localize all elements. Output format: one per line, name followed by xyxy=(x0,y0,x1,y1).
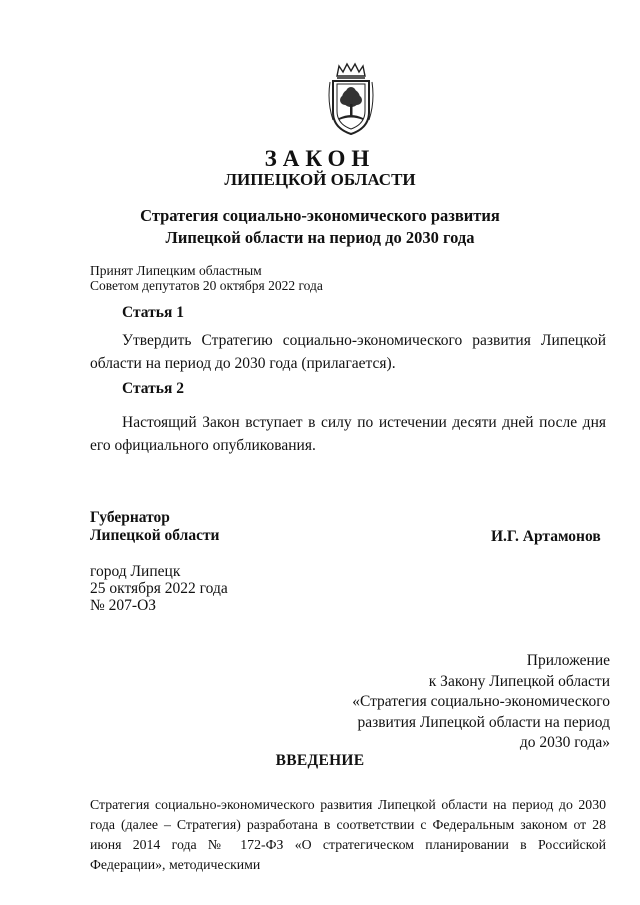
appendix-line5: до 2030 года» xyxy=(519,734,610,751)
appendix-line2: к Закону Липецкой области xyxy=(428,672,610,690)
article1-text xyxy=(90,329,606,375)
article1-paragraph: Утвердить Стратегию социально-экономического развития Липецкой области на период до 2030 года (прилагается). xyxy=(90,332,606,372)
subject-title-line2: Липецкой области на период до 2030 года xyxy=(165,228,475,247)
governor-position-line2: Липецкой области xyxy=(90,527,220,544)
law-title: ЗАКОН xyxy=(264,146,376,171)
article2-text xyxy=(90,411,606,457)
subject-title-line1: Стратегия социально-экономического развития xyxy=(140,206,500,225)
appendix-block xyxy=(310,651,610,754)
introduction-text: Стратегия социально-экономического развития Липецкой области на период до 2030 года (далее – Стратегия) разработана в соответствии с Федеральным законом от 28 июня 2014 года № 172-ФЗ «О стратегическом планировании в Российской Федерации», методическими xyxy=(90,797,606,872)
city: город Липецк xyxy=(90,563,181,580)
law-number: № 207-ОЗ xyxy=(90,597,157,614)
appendix-line3: «Стратегия социально-экономического xyxy=(352,693,610,710)
region-title: ЛИПЕЦКОЙ ОБЛАСТИ xyxy=(224,170,416,189)
article2-paragraph: Настоящий Закон вступает в силу по истечении десяти дней после дня его официального опубликования. xyxy=(90,414,606,454)
article1-heading: Статья 1 xyxy=(122,304,184,321)
signing-date: 25 октября 2022 года xyxy=(90,580,228,597)
adoption-line1: Принят Липецким областным xyxy=(90,263,262,278)
coat-of-arms-icon xyxy=(327,62,375,136)
appendix-line4: развития Липецкой области на период xyxy=(357,713,610,731)
introduction-title: ВВЕДЕНИЕ xyxy=(275,752,365,769)
appendix-line1: Приложение xyxy=(526,652,610,669)
adoption-line2: Советом депутатов 20 октября 2022 года xyxy=(90,278,323,293)
governor-name: И.Г. Артамонов xyxy=(491,528,601,545)
article2-heading: Статья 2 xyxy=(122,380,184,397)
governor-position-line1: Губернатор xyxy=(90,509,170,526)
